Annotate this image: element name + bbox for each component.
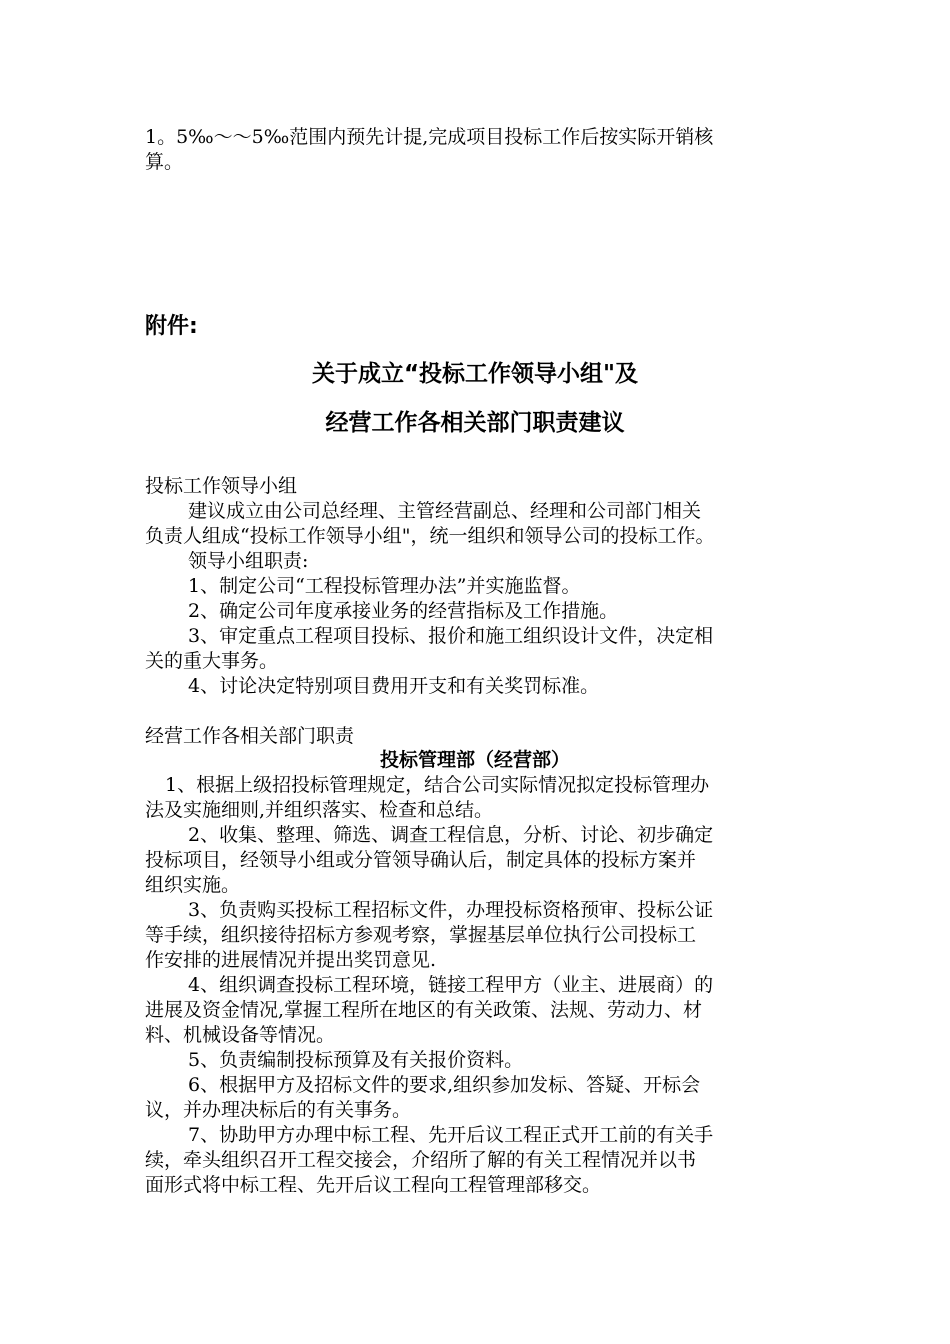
top-note-line-2: 算。 — [145, 151, 184, 173]
dept-para-3-line-1: 3、负责购买投标工程招标文件，办理投标资格预审、投标公证 — [188, 899, 714, 921]
dept-para-1-line-1: 1、根据上级招投标管理规定，结合公司实际情况拟定投标管理办 — [165, 774, 710, 796]
section1-intro-line-2: 负责人组成“投标工作领导小组"，统一组织和领导公司的投标工作。 — [145, 525, 715, 547]
dept-para-5: 5、负责编制投标预算及有关报价资料。 — [188, 1049, 524, 1071]
dept-para-2-line-1: 2、收集、整理、筛选、调查工程信息，分析、讨论、初步确定 — [188, 824, 714, 846]
section1-intro-line-1: 建议成立由公司总经理、主管经营副总、经理和公司部门相关 — [188, 500, 702, 522]
section1-duties-label: 领导小组职责: — [188, 550, 309, 572]
section2-heading: 经营工作各相关部门职责 — [145, 725, 355, 747]
dept-para-7-line-1: 7、协助甲方办理中标工程、先开后议工程正式开工前的有关手 — [188, 1124, 714, 1146]
section1-item-3-line-2: 关的重大事务。 — [145, 650, 279, 672]
doc-title-line-1: 关于成立“投标工作领导小组"及 — [311, 361, 639, 387]
dept-title: 投标管理部（经营部） — [379, 749, 570, 771]
section1-item-4: 4、讨论决定特别项目费用开支和有关奖罚标准。 — [188, 675, 600, 697]
dept-para-4-line-3: 料、机械设备等情况。 — [145, 1024, 336, 1046]
dept-para-6-line-2: 议，并办理决标后的有关事务。 — [145, 1099, 412, 1121]
doc-title-line-2: 经营工作各相关部门职责建议 — [325, 410, 625, 436]
top-note-line-1: 1。5‰～～5‰范围内预先计提,完成项目投标工作后按实际开销核 — [145, 126, 714, 148]
dept-para-2-line-2: 投标项目，经领导小组或分管领导确认后，制定具体的投标方案并 — [145, 849, 697, 871]
dept-para-3-line-2: 等手续，组织接待招标方参观考察，掌握基层单位执行公司投标工 — [145, 924, 697, 946]
dept-para-7-line-3: 面形式将中标工程、先开后议工程向工程管理部移交。 — [145, 1174, 602, 1196]
dept-para-4-line-1: 4、组织调查投标工程环境，链接工程甲方（业主、进展商）的 — [188, 974, 714, 996]
section1-item-2: 2、确定公司年度承接业务的经营指标及工作措施。 — [188, 600, 619, 622]
section1-item-3-line-1: 3、审定重点工程项目投标、报价和施工组织设计文件，决定相 — [188, 625, 714, 647]
dept-para-7-line-2: 续，牵头组织召开工程交接会，介绍所了解的有关工程情况并以书 — [145, 1149, 697, 1171]
dept-para-1-line-2: 法及实施细则,并组织落实、检查和总结。 — [145, 799, 494, 821]
section1-heading: 投标工作领导小组 — [145, 475, 298, 497]
dept-para-3-line-3: 作安排的进展情况并提出奖罚意见. — [145, 949, 437, 971]
dept-para-6-line-1: 6、根据甲方及招标文件的要求,组织参加发标、答疑、开标会 — [188, 1074, 701, 1096]
section1-item-1: 1、制定公司“工程投标管理办法”并实施监督。 — [188, 575, 581, 597]
dept-para-2-line-3: 组织实施。 — [145, 874, 241, 896]
dept-para-4-line-2: 进展及资金情况,掌握工程所在地区的有关政策、法规、劳动力、材 — [145, 999, 703, 1021]
attachment-label: 附件: — [145, 314, 198, 339]
